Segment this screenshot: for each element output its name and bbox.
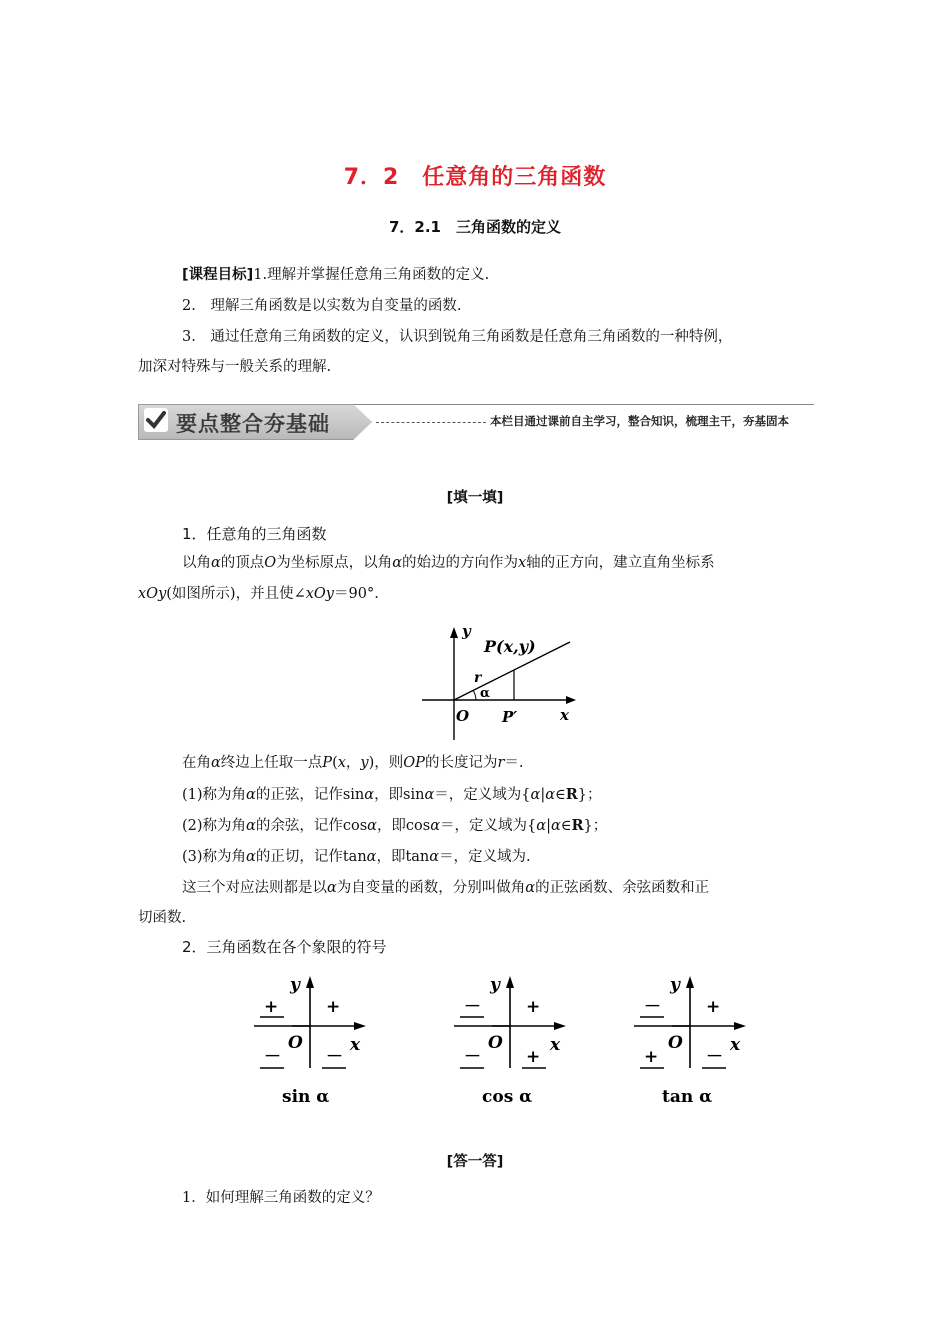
paragraph-3: 这三个对应法则都是以α为自变量的函数，分别叫做角α的正弦函数、余弦函数和正 <box>182 880 710 896</box>
function-label: tan α <box>662 1087 713 1107</box>
banner-note: 本栏目通过课前自主学习，整合知识，梳理主干，夯基固本 <box>490 414 789 428</box>
function-label: sin α <box>282 1087 330 1107</box>
fill-heading: [填一填] <box>446 490 504 506</box>
quadrant-3-sign: － <box>264 1047 281 1067</box>
quadrant-1-sign: + <box>706 997 721 1017</box>
figure-origin-label: O <box>456 707 470 725</box>
sign-diagram <box>252 970 382 1110</box>
quadrant-2-sign: － <box>464 997 481 1017</box>
sign-diagram <box>632 970 762 1110</box>
figure-point-label: P(x,y) <box>484 637 536 656</box>
axis-x-label: x <box>350 1035 361 1055</box>
definition-cos: (2)称为角α的余弦，记作cosα，即cosα＝，定义域为{α|α∈R}； <box>182 817 608 834</box>
course-goals-line1 <box>182 265 489 285</box>
banner-rule <box>348 404 814 405</box>
axis-x-label: x <box>550 1035 561 1055</box>
quadrant-1-sign: + <box>526 997 541 1017</box>
figure-r-label: r <box>474 670 482 686</box>
quadrant-4-sign: － <box>706 1047 723 1067</box>
paragraph-2: 在角α终边上任取一点P(x，y)，则OP的长度记为r＝. <box>182 755 524 771</box>
goal-item-3: 3. 通过任意角三角函数的定义，认识到锐角三角函数是任意角三角函数的一种特例， <box>182 329 733 345</box>
axis-y-label: y <box>290 975 300 995</box>
unit-circle-figure <box>418 622 580 744</box>
section-2-heading: 2．三角函数在各个象限的符号 <box>182 938 387 956</box>
axis-x-label: x <box>730 1035 741 1055</box>
axis-origin-label: O <box>288 1033 303 1053</box>
axis-y-label: y <box>490 975 500 995</box>
paragraph-1: 以角α的顶点O为坐标原点，以角α的始边的方向作为x轴的正方向，建立直角坐标系 <box>182 555 715 571</box>
quadrant-4-sign: － <box>326 1047 343 1067</box>
checkmark-icon <box>144 408 168 432</box>
course-goals-label: [课程目标] <box>182 267 254 283</box>
quadrant-2-sign: － <box>644 997 661 1017</box>
definition-sin: (1)称为角α的正弦，记作sinα，即sinα＝，定义域为{α|α∈R}； <box>182 786 602 803</box>
section-subtitle: 7．2.1 三角函数的定义 <box>388 218 561 236</box>
figure-pprime-label: P′ <box>502 708 518 726</box>
axis-y-label: y <box>670 975 680 995</box>
question-1: 1．如何理解三角函数的定义？ <box>182 1190 380 1206</box>
definition-tan: (3)称为角α的正切，记作tanα，即tanα＝，定义域为. <box>182 849 531 865</box>
paragraph-1-cont: xOy(如图所示)，并且使∠xOy＝90°. <box>138 586 379 602</box>
goal-item-2: 2. 理解三角函数是以实数为自变量的函数. <box>182 298 462 314</box>
figure-y-label: y <box>462 622 471 640</box>
goal-item-1: 1.理解并掌握任意角三角函数的定义. <box>253 267 490 283</box>
section-1-heading: 1．任意角的三角函数 <box>182 525 327 543</box>
function-label: cos α <box>482 1087 533 1107</box>
banner-title: 要点整合夯基础 <box>176 412 330 436</box>
sign-diagram <box>452 970 582 1110</box>
section-banner <box>138 404 814 438</box>
axis-origin-label: O <box>488 1033 503 1053</box>
quadrant-4-sign: + <box>526 1047 541 1067</box>
figure-x-label: x <box>560 706 569 724</box>
goal-item-3-cont: 加深对特殊与一般关系的理解. <box>138 359 332 375</box>
banner-dashes <box>376 422 486 423</box>
figure-alpha-label: α <box>480 686 491 701</box>
quadrant-2-sign: + <box>264 997 279 1017</box>
quadrant-3-sign: － <box>464 1047 481 1067</box>
quadrant-3-sign: + <box>644 1047 659 1067</box>
quadrant-1-sign: + <box>326 997 341 1017</box>
page-title: 7．2 任意角的三角函数 <box>343 165 607 190</box>
axis-origin-label: O <box>668 1033 683 1053</box>
answer-heading: [答一答] <box>446 1154 504 1170</box>
paragraph-3-cont: 切函数. <box>138 910 187 926</box>
